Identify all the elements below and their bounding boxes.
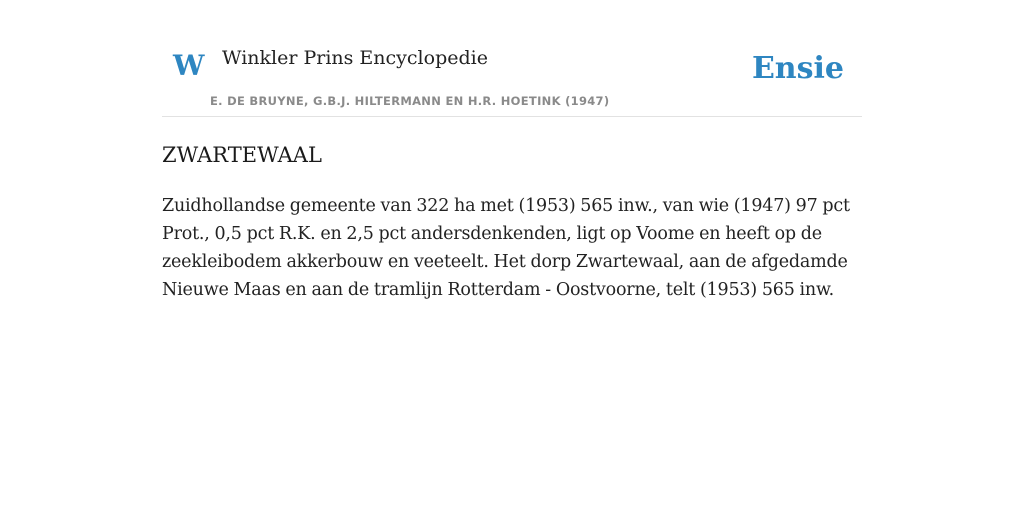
- publication-authors: E. DE BRUYNE, G.B.J. HILTERMANN EN H.R. HOETINK (1947): [210, 94, 610, 108]
- publication-title[interactable]: Winkler Prins Encyclopedie: [222, 47, 488, 69]
- winkler-prins-logo-icon[interactable]: W: [173, 49, 205, 82]
- article-body: Zuidhollandse gemeente van 322 ha met (1953) 565 inw., van wie (1947) 97 pct Prot., 0,5 pct R.K. en 2,5 pct andersdenkenden, ligt op Voome en heeft op de zeekleibodem akkerbouw en veeteelt. Het dorp Zwartewaal, aan de afgedamde Nieuwe Maas en aan de tramlijn Rotterdam - Oostvoorne, telt (1953) 565 inw.: [162, 196, 850, 300]
- article-headword: ZWARTEWAAL: [162, 143, 322, 167]
- article: [162, 138, 862, 304]
- ensie-home-link[interactable]: Ensie: [751, 51, 844, 86]
- encyclopedia-header: [162, 0, 862, 117]
